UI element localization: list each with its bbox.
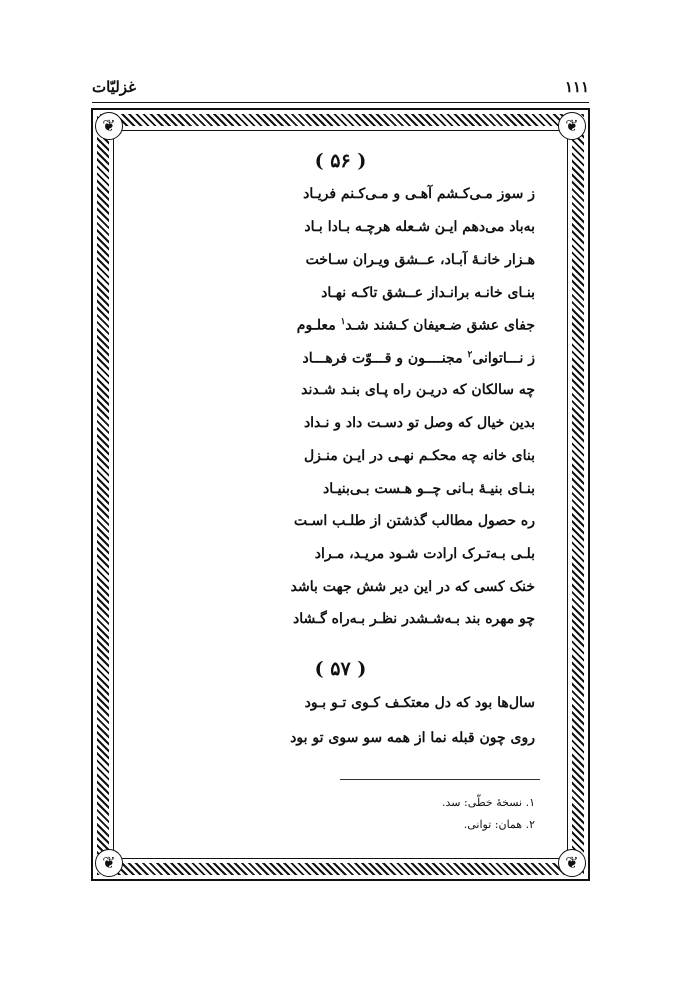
poem-title-56: ( ۵۶ ) — [314, 150, 367, 172]
verse-line — [303, 350, 535, 367]
verse-line: هـزار خانـهٔ آبـاد، عــشق ویـران سـاخت — [305, 252, 535, 268]
verse-line: بلـی بـه‌تـرک ارادت شـود مریـد، مـراد — [314, 546, 535, 562]
page-number: ۱۱۱ — [564, 78, 589, 96]
footnote-rule — [340, 779, 540, 780]
footnote-mark: ۲ — [467, 350, 473, 360]
verse-line: روی چون قبله نما از همه سو سوی تو بود — [290, 730, 535, 746]
verse-line: چو مهره بند بـه‌شـشدر نظـر بـه‌راه گـشاد — [293, 611, 535, 627]
footnote: ۲. همان: توانی. — [463, 818, 535, 831]
verse-line: ز سوز مـی‌کـشم آهـی و مـی‌کـنم فریـاد — [303, 186, 535, 202]
corner-ornament-icon: ❦ — [95, 112, 123, 140]
verse-line: به‌باد می‌دهم ایـن شـعله هرچـه بـادا بـاد — [304, 219, 535, 235]
verse-text: معلـوم — [296, 317, 336, 334]
verse-line: بنـای بنیـهٔ بـانی چــو هـست بـی‌بنیـاد — [322, 481, 535, 497]
verse-line: چه سالکان که دریـن راه پـای بنـد شـدند — [301, 382, 535, 398]
verse-text: جفای عشق ضـعیفان کـشند شـد — [345, 317, 535, 334]
poem-title-57: ( ۵۷ ) — [314, 658, 367, 680]
verse-line: بدین خیال که وصل تو دسـت داد و نـداد — [303, 415, 535, 431]
corner-ornament-icon: ❦ — [558, 112, 586, 140]
page-header — [92, 78, 589, 100]
verse-text: ز نـــاتوانی — [472, 350, 535, 367]
header-rule — [92, 102, 589, 103]
corner-ornament-icon: ❦ — [558, 849, 586, 877]
verse-line: بنای خانه چه محکـم نهـی در ایـن منـزل — [303, 448, 535, 464]
verse-line: سال‌ها بود که دل معتکـف کـوی تـو بـود — [304, 695, 535, 711]
corner-ornament-icon: ❦ — [95, 849, 123, 877]
verse-line — [297, 317, 535, 334]
footnote-mark: ۱ — [340, 317, 346, 327]
verse-line: ره حصول مطالب گذشتن از طلـب اسـت — [293, 513, 535, 529]
verse-text: مجنــــون و قـــوّت فرهـــاد — [302, 350, 463, 367]
verse-line: بنـای خانـه برانـداز عــشق تاکـه نهـاد — [321, 285, 535, 301]
footnote: ۱. نسخهٔ خطّی: سد. — [442, 796, 535, 809]
chapter-title: غزلیّات — [92, 78, 136, 96]
verse-line: خنک کسی که در این دیر شش جهت باشد — [290, 579, 535, 595]
